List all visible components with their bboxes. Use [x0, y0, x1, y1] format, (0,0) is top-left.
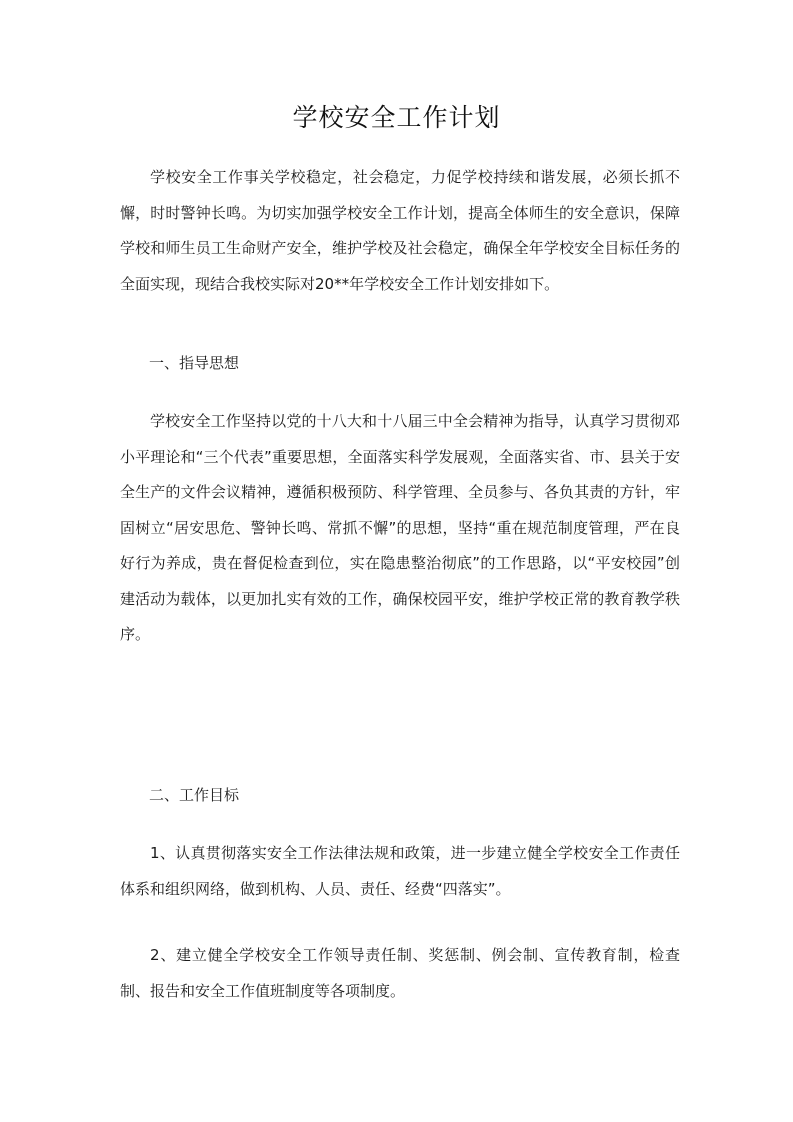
section-heading-guiding-ideology: 一、指导思想 — [149, 354, 240, 372]
work-goal-item: 2、建立健全学校安全工作领导责任制、奖惩制、例会制、宣传教育制，检查制、报告和安全工作值班制度等各项制度。 — [120, 946, 680, 1000]
work-goal-item: 1、认真贯彻落实安全工作法律法规和政策，进一步建立健全学校安全工作责任体系和组织网络，做到机构、人员、责任、经费“四落实”。 — [120, 844, 680, 898]
guiding-ideology-paragraph: 学校安全工作坚持以党的十八大和十八届三中全会精神为指导，认真学习贯彻邓小平理论和“三个代表”重要思想，全面落实科学发展观，全面落实省、市、县关于安全生产的文件会议精神，遵循积极预防、科学管理、全员参与、各负其责的方针，牢固树立“居安思危、警钟长鸣、常抓不懈”的思想，坚持“重在规范制度管理，严在良好行为养成，贵在督促检查到位，实在隐患整治彻底”的工作思路，以“平安校园”创建活动为载体，以更加扎实有效的工作，确保校园平安，维护学校正常的教育教学秩序。 — [120, 412, 680, 643]
page-title: 学校安全工作计划 — [292, 103, 501, 132]
section-heading-work-goals: 二、工作目标 — [149, 786, 240, 804]
intro-paragraph: 学校安全工作事关学校稳定，社会稳定，力促学校持续和谐发展，必须长抓不懈，时时警钟长鸣。为切实加强学校安全工作计划，提高全体师生的安全意识，保障学校和师生员工生命财产安全，维护学校及社会稳定，确保全年学校安全目标任务的全面实现，现结合我校实际对20**年学校安全工作计划安排如下。 — [120, 168, 680, 293]
